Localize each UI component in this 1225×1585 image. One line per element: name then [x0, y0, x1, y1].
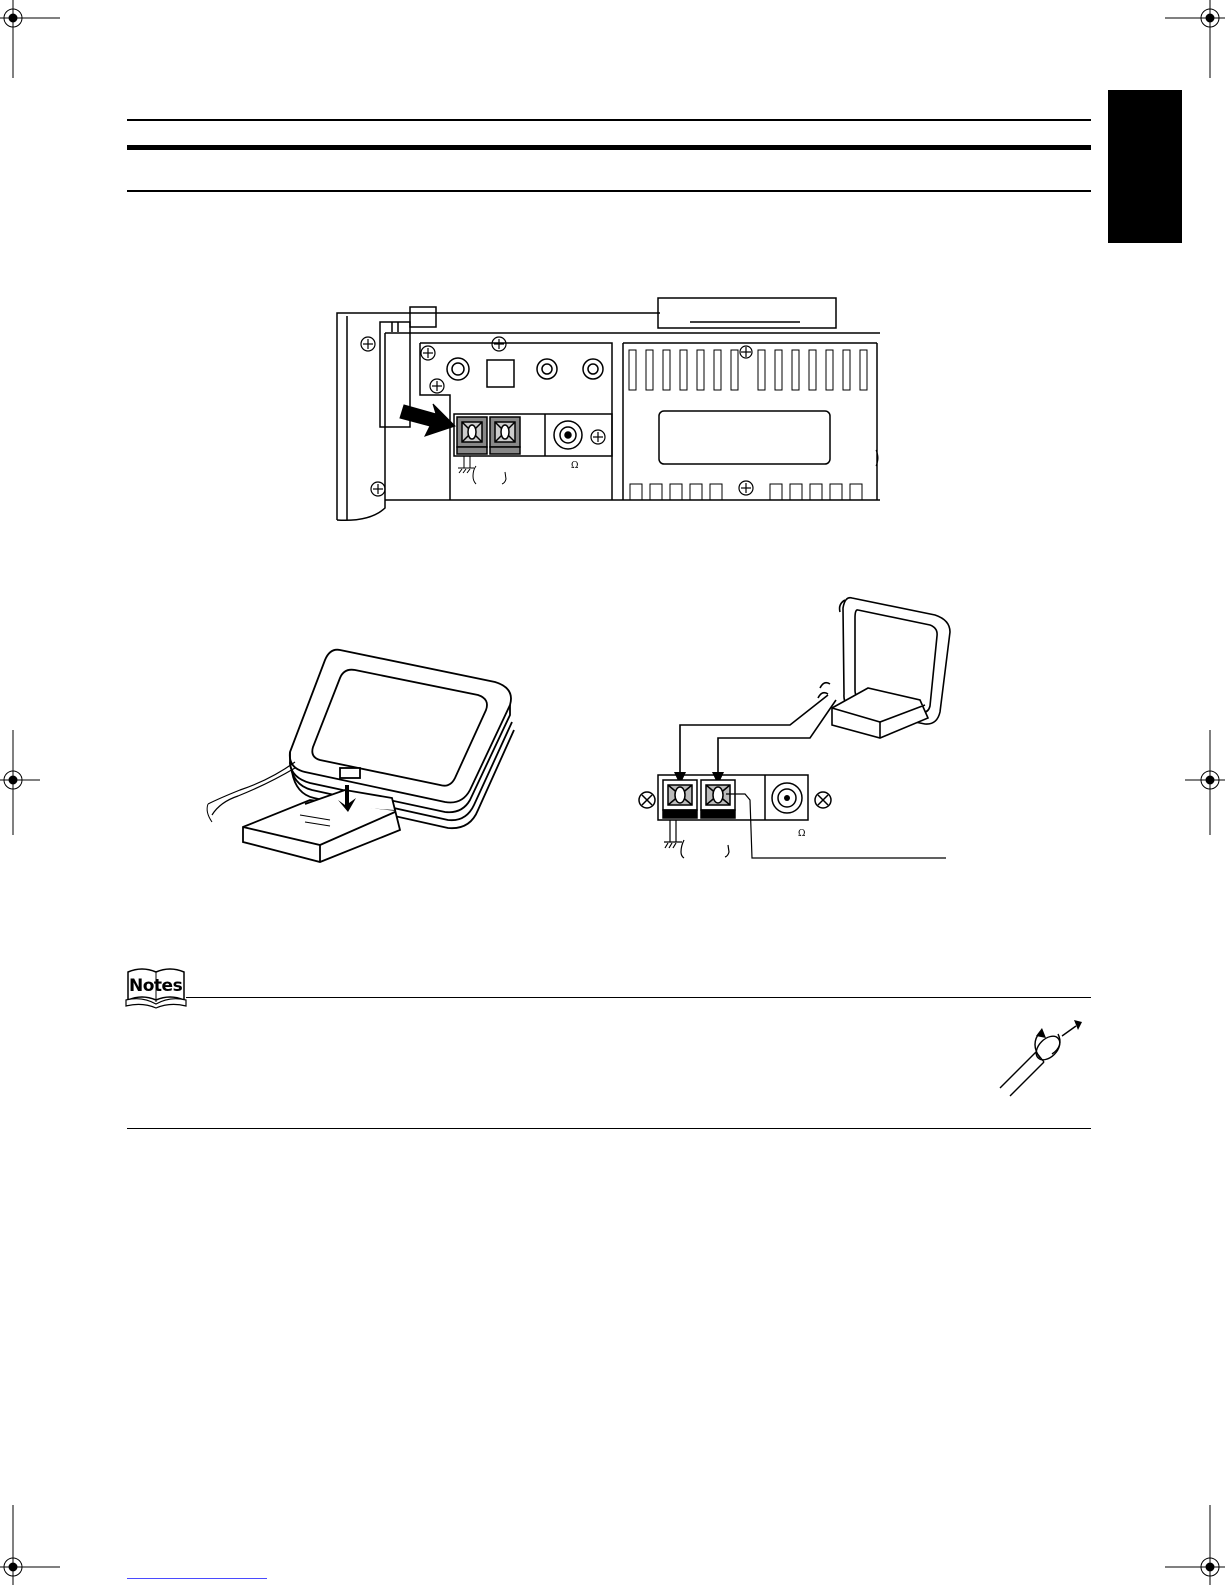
footer-link-underline	[127, 1578, 267, 1579]
notes-rule-bottom	[127, 1128, 1091, 1129]
notes-heading: Notes	[129, 976, 183, 996]
language-tab	[1108, 90, 1182, 243]
header-rule-bottom	[127, 190, 1091, 192]
svg-text:Ω: Ω	[571, 461, 579, 471]
coaxial-plug-icon	[990, 1015, 1090, 1105]
loop-antenna-icon	[200, 640, 530, 870]
notes-rule-top	[186, 997, 1091, 998]
svg-text:Ω: Ω	[798, 829, 806, 839]
header-rule-top	[127, 119, 1091, 121]
rear-panel-illustration	[330, 295, 900, 525]
header-rule-thick	[127, 145, 1091, 150]
antenna-connection-diagram	[630, 590, 960, 870]
